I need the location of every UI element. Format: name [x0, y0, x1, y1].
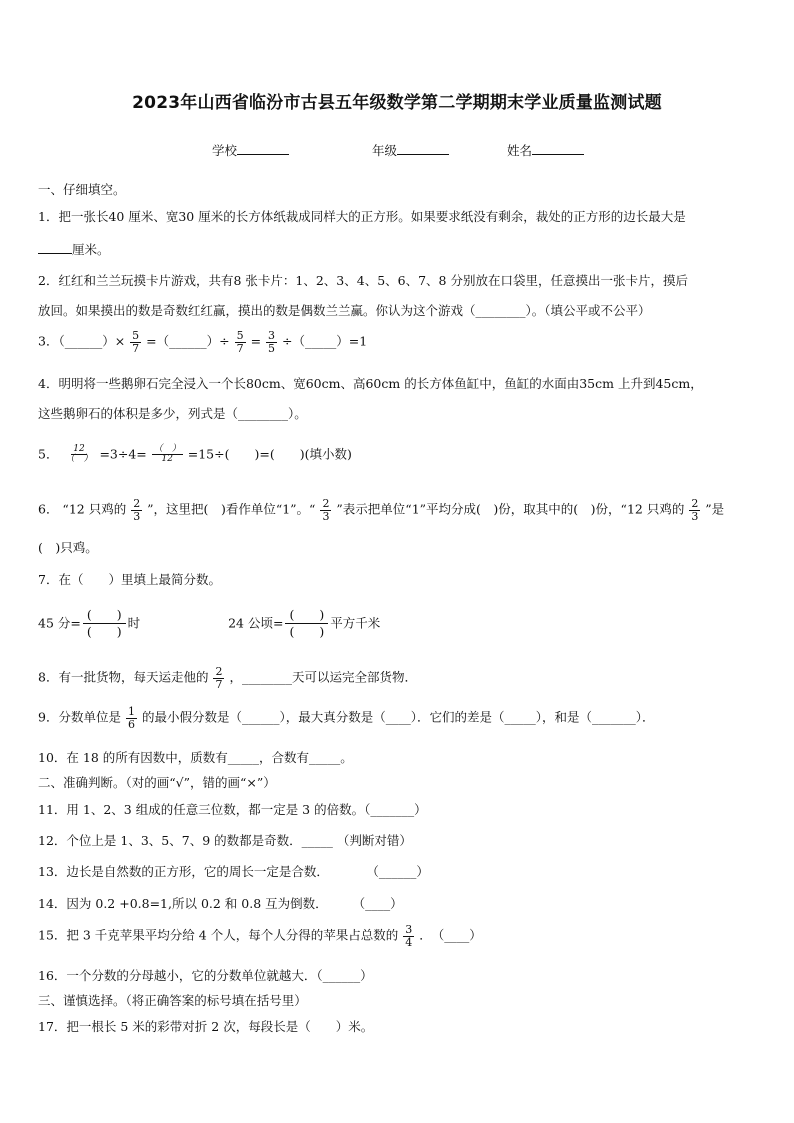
name-field[interactable]	[507, 141, 584, 159]
question-2-line-2: 放回。如果摸出的数是奇数红红赢，摸出的数是偶数兰兰赢。你认为这个游戏（________）。（填公平或不公平）	[38, 303, 651, 318]
question-1-unit: 厘米。	[72, 242, 110, 257]
fraction-blank[interactable]: $\frac{( )}{( )}$	[285, 607, 328, 641]
fraction: $\frac{12}{( )}$	[65, 444, 93, 465]
fraction: $\frac{( )}{12}$	[153, 444, 181, 465]
question-3: 3．（______）× $\frac{5}{7}$ =（______）÷ $\frac{5}{7}$ = $\frac{3}{5}$ ÷（_____）=1	[38, 329, 368, 355]
school-field[interactable]	[212, 141, 289, 159]
question-6-line-2: ( )只鸡。	[38, 540, 98, 555]
grade-label: 年级	[372, 143, 398, 158]
question-6-line-1: 6． “12 只鸡的 $\frac{2}{3}$ ”，这里把( )看作单位“1”。“ $\frac{2}{3}$ ”表示把单位“1”平均分成( )份，取其中的( )份，“12 只鸡的 $\frac{2}{3}$ ”是	[38, 497, 725, 523]
question-4-line-2: 这些鹅卵石的体积是多少，列式是（________）。	[38, 406, 307, 421]
question-4-line-1: 4．明明将一些鹅卵石完全浸入一个长80cm、宽60cm、高60cm 的长方体鱼缸中，鱼缸的水面由35cm 上升到45cm，	[38, 376, 703, 391]
fraction: $\frac{5}{7}$	[132, 329, 140, 355]
question-8: 8．有一批货物，每天运走他的 $\frac{2}{7}$ ，________天可以运完全部货物．	[38, 665, 417, 691]
question-1-line-1: 1．把一张长40 厘米、宽30 厘米的长方体纸裁成同样大的正方形。如果要求纸没有剩余，裁处的正方形的边长最大是	[38, 209, 686, 224]
question-7-items: 45 分= $\frac{( )}{( )}$ 时 24 公顷= $\frac{( )}{( )}$ 平方千米	[38, 607, 381, 640]
fraction: $\frac{3}{4}$	[405, 923, 413, 949]
name-label: 姓名	[507, 143, 533, 158]
question-7: 7．在（ ）里填上最简分数。	[38, 572, 221, 587]
section-2-heading: 二、准确判断。（对的画“√”，错的画“×”）	[38, 775, 276, 790]
question-17: 17．把一根长 5 米的彩带对折 2 次，每段长是（ ）米。	[38, 1019, 374, 1034]
question-11: 11．用 1、2、3 组成的任意三位数，都一定是 3 的倍数。（_______）	[38, 802, 427, 817]
question-1-line-2	[38, 240, 756, 257]
fraction: $\frac{3}{5}$	[268, 329, 276, 355]
question-14: 14．因为 0.2 +0.8=1,所以 0.2 和 0.8 互为倒数． （____）	[38, 896, 403, 911]
page-title: 2023年山西省临汾市古县五年级数学第二学期期末学业质量监测试题	[132, 93, 662, 113]
grade-field[interactable]	[372, 141, 449, 159]
school-label: 学校	[212, 143, 238, 158]
fraction-blank[interactable]: $\frac{( )}{( )}$	[83, 607, 126, 641]
section-1-heading: 一、仔细填空。	[38, 182, 126, 197]
question-12: 12．个位上是 1、3、5、7、9 的数都是奇数．_____ （判断对错）	[38, 833, 412, 848]
fraction: $\frac{5}{7}$	[236, 329, 244, 355]
fraction: $\frac{1}{6}$	[127, 705, 135, 731]
question-15: 15．把 3 千克苹果平均分给 4 个人，每个人分得的苹果占总数的 $\frac{3}{4}$ ． （____）	[38, 923, 482, 949]
fraction: $\frac{2}{3}$	[322, 497, 330, 523]
question-2-line-1: 2．红红和兰兰玩摸卡片游戏，共有8 张卡片：1、2、3、4、5、6、7、8 分别放在口袋里，任意摸出一张卡片，摸后	[38, 273, 688, 288]
question-10: 10．在 18 的所有因数中，质数有_____，合数有_____。	[38, 750, 353, 765]
question-16: 16．一个分数的分母越小，它的分数单位就越大．（______）	[38, 968, 373, 983]
fraction: $\frac{2}{3}$	[691, 497, 699, 523]
question-5: 5． $\frac{12}{( )}$ =3÷4= $\frac{( )}{12}$ =15÷( )=( )(填小数)	[38, 444, 352, 465]
fraction: $\frac{2}{3}$	[133, 497, 141, 523]
question-9: 9．分数单位是 $\frac{1}{6}$ 的最小假分数是（______），最大真分数是（____）．它们的差是（_____），和是（_______）．	[38, 705, 655, 731]
section-3-heading: 三、谨慎选择。（将正确答案的标号填在括号里）	[38, 993, 307, 1008]
question-13: 13．边长是自然数的正方形，它的周长一定是合数． （______）	[38, 864, 429, 879]
fraction: $\frac{2}{7}$	[215, 665, 223, 691]
